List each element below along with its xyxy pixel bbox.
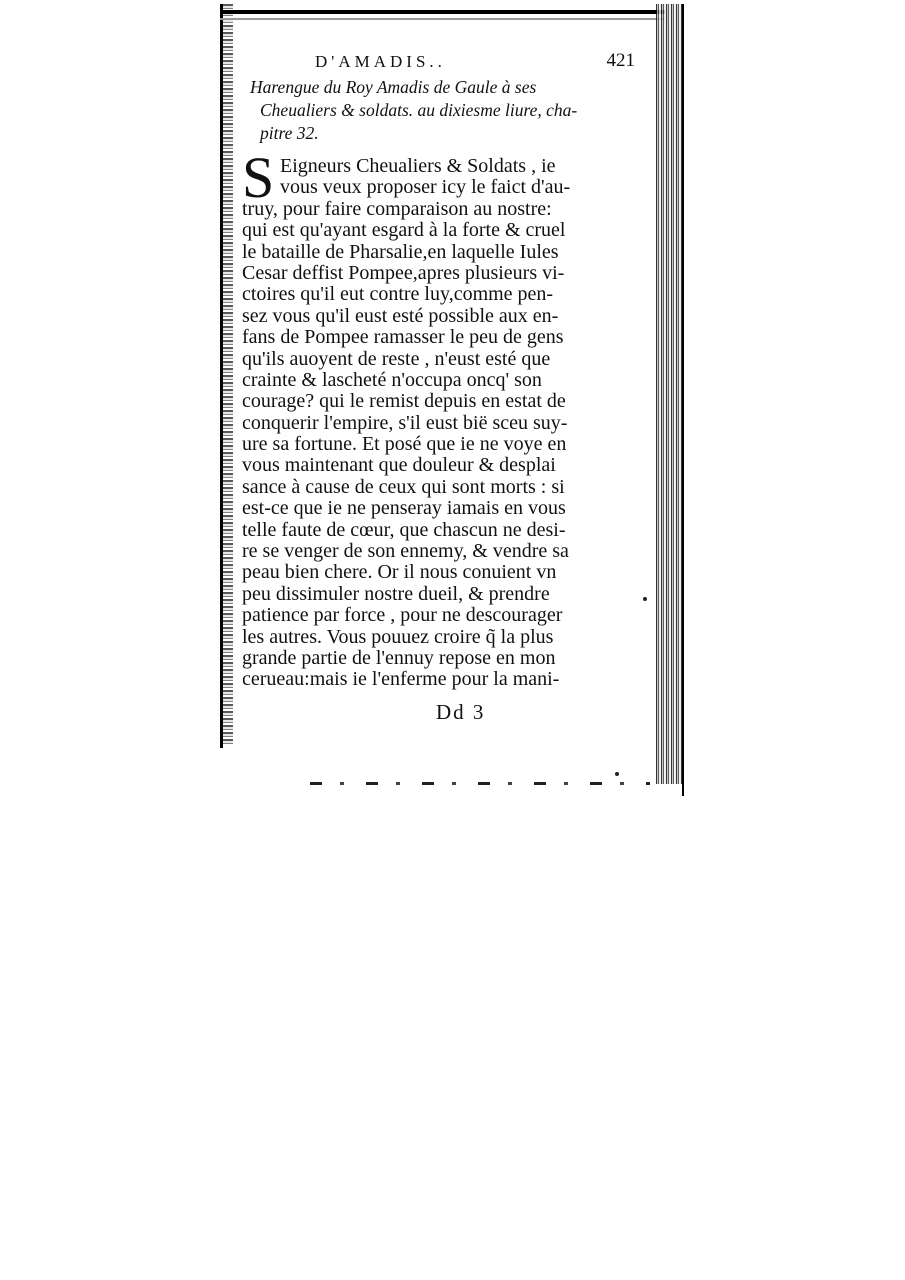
text-line: vous veux proposer icy le faict d'au- xyxy=(280,176,571,199)
text-line: sez vous qu'il eust esté possible aux en- xyxy=(242,304,559,327)
scanned-page xyxy=(220,4,684,796)
text-line: les autres. Vous pouuez croire q̃ la plus xyxy=(242,625,554,648)
text-line: fans de Pompee ramasser le peu de gens xyxy=(242,326,564,349)
page-fore-edge xyxy=(656,4,684,784)
text-line: le bataille de Pharsalie,en laquelle Iules xyxy=(242,240,559,263)
text-line: ctoires qu'il eut contre luy,comme pen- xyxy=(242,283,554,306)
rubric-line: pitre 32. xyxy=(260,123,319,143)
text-line: telle faute de cœur, que chascun ne desi- xyxy=(242,518,566,541)
stray-ink-dot xyxy=(643,597,647,601)
text-line: courage? qui le remist depuis en estat de xyxy=(242,390,566,413)
page-top-border-shadow xyxy=(220,18,665,20)
text-line: crainte & lascheté n'occupa oncq' son xyxy=(242,368,542,391)
text-line: vous maintenant que douleur & desplai xyxy=(242,454,556,477)
body-text xyxy=(242,145,587,691)
text-line: Eigneurs Cheualiers & Soldats , ie xyxy=(280,155,556,177)
text-line: conquerir l'empire, s'il eust bië sceu suy- xyxy=(242,411,568,434)
text-line: Cesar deffist Pompee,apres plusieurs vi- xyxy=(242,261,565,284)
chapter-rubric xyxy=(250,76,630,145)
running-title: D'AMADIS.. xyxy=(315,52,446,71)
text-line: est-ce que ie ne penseray iamais en vous xyxy=(242,497,566,520)
text-line: peau bien chere. Or il nous conuient vn xyxy=(242,561,557,584)
text-line: truy, pour faire comparaison au nostre: xyxy=(242,197,552,220)
drop-cap: S xyxy=(242,145,275,210)
text-line: ure sa fortune. Et posé que ie ne voye en xyxy=(242,433,567,456)
page-right-border xyxy=(682,4,684,796)
page-number: 421 xyxy=(606,50,635,71)
text-line: qui est qu'ayant esgard à la forte & cruel xyxy=(242,219,566,242)
text-line: grande partie de l'ennuy repose en mon xyxy=(242,646,556,669)
text-line: sance à cause de ceux qui sont morts : si xyxy=(242,475,565,498)
text-line: qu'ils auoyent de reste , n'eust esté que xyxy=(242,347,551,370)
text-line: patience par force , pour ne descourager xyxy=(242,604,563,627)
rubric-line: Cheualiers & soldats. au dixiesme liure, cha- xyxy=(260,100,578,120)
rubric-line: Harengue du Roy Amadis de Gaule à ses xyxy=(250,77,537,97)
page-gutter-shadow xyxy=(223,4,233,744)
text-line: re se venger de son ennemy, & vendre sa xyxy=(242,540,569,563)
stray-ink-dot xyxy=(615,772,619,776)
text-line: cerueau:mais ie l'enferme pour la mani- xyxy=(242,668,560,691)
signature-mark: Dd 3 xyxy=(436,700,486,724)
text-line: peu dissimuler nostre dueil, & prendre xyxy=(242,582,550,605)
page-bottom-marks xyxy=(310,782,650,785)
page-header xyxy=(315,52,635,78)
page-top-border xyxy=(220,10,665,14)
